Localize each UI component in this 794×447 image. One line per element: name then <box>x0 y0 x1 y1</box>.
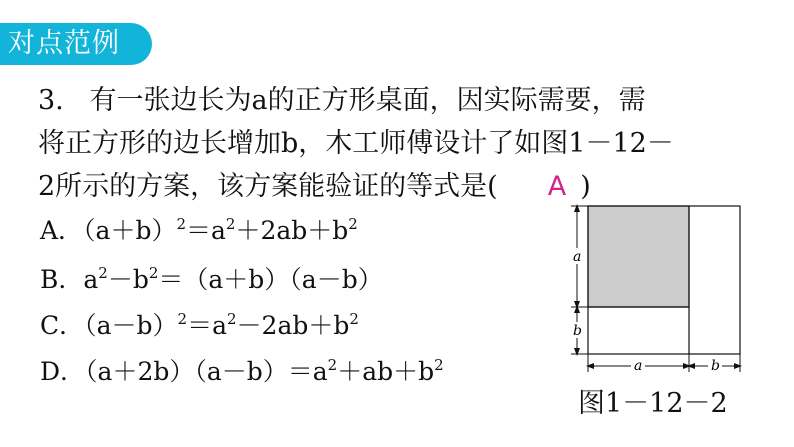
figure-caption: 图1－12－2 <box>578 388 728 419</box>
option-c <box>40 311 359 344</box>
option-a-sup3: 2 <box>348 215 358 233</box>
option-b <box>40 265 383 298</box>
option-a-sup1: 2 <box>176 215 187 233</box>
label-b-horizontal: b <box>711 358 720 374</box>
option-d-part1: D．（a＋2b）（a－b）＝a <box>40 357 328 386</box>
question-text-3-end: ) <box>580 171 591 202</box>
option-b-sup2: 2 <box>148 264 159 282</box>
question-text-2: 将正方形的边长增加b，木工师傅设计了如图1－12－ <box>38 128 674 159</box>
option-d-part2: ＋ab＋b <box>337 357 435 386</box>
label-a-horizontal: a <box>634 358 643 374</box>
option-a-part3: ＋2ab＋b <box>235 216 349 245</box>
option-c-sup2: 2 <box>227 310 237 328</box>
option-b-sup1: 2 <box>98 264 108 282</box>
square-diagram <box>560 198 750 378</box>
option-a-part2: ＝a <box>186 216 226 245</box>
label-b-vertical: b <box>573 323 582 339</box>
question-number: 3. <box>38 85 64 116</box>
option-c-part2: ＝a <box>187 311 227 340</box>
answer-text: A <box>547 171 567 202</box>
option-c-part3: －2ab＋b <box>236 311 350 340</box>
option-b-part1: B．a <box>40 265 99 294</box>
question-text-1: 有一张边长为a的正方形桌面，因实际需要，需 <box>89 85 646 116</box>
option-d <box>40 357 444 390</box>
option-b-part2: －b <box>107 265 149 294</box>
section-tag: 对点范例 <box>0 23 152 65</box>
label-a-vertical: a <box>573 249 582 265</box>
option-d-sup1: 2 <box>327 356 338 374</box>
option-c-part1: C．（a－b） <box>40 311 178 340</box>
question-line-1 <box>38 85 646 117</box>
question-text-3: 2所示的方案，该方案能验证的等式是( <box>38 171 498 202</box>
question-line-3 <box>38 171 591 203</box>
option-a-sup2: 2 <box>225 215 236 233</box>
option-c-sup3: 2 <box>349 310 359 328</box>
option-c-sup1: 2 <box>177 310 188 328</box>
option-a <box>40 216 358 249</box>
option-a-part1: A．（a＋b） <box>40 216 177 245</box>
option-b-part3: ＝（a＋b）（a－b） <box>158 265 383 294</box>
shaded-square <box>588 206 689 307</box>
question-line-2 <box>38 128 674 160</box>
option-d-sup2: 2 <box>434 356 444 374</box>
